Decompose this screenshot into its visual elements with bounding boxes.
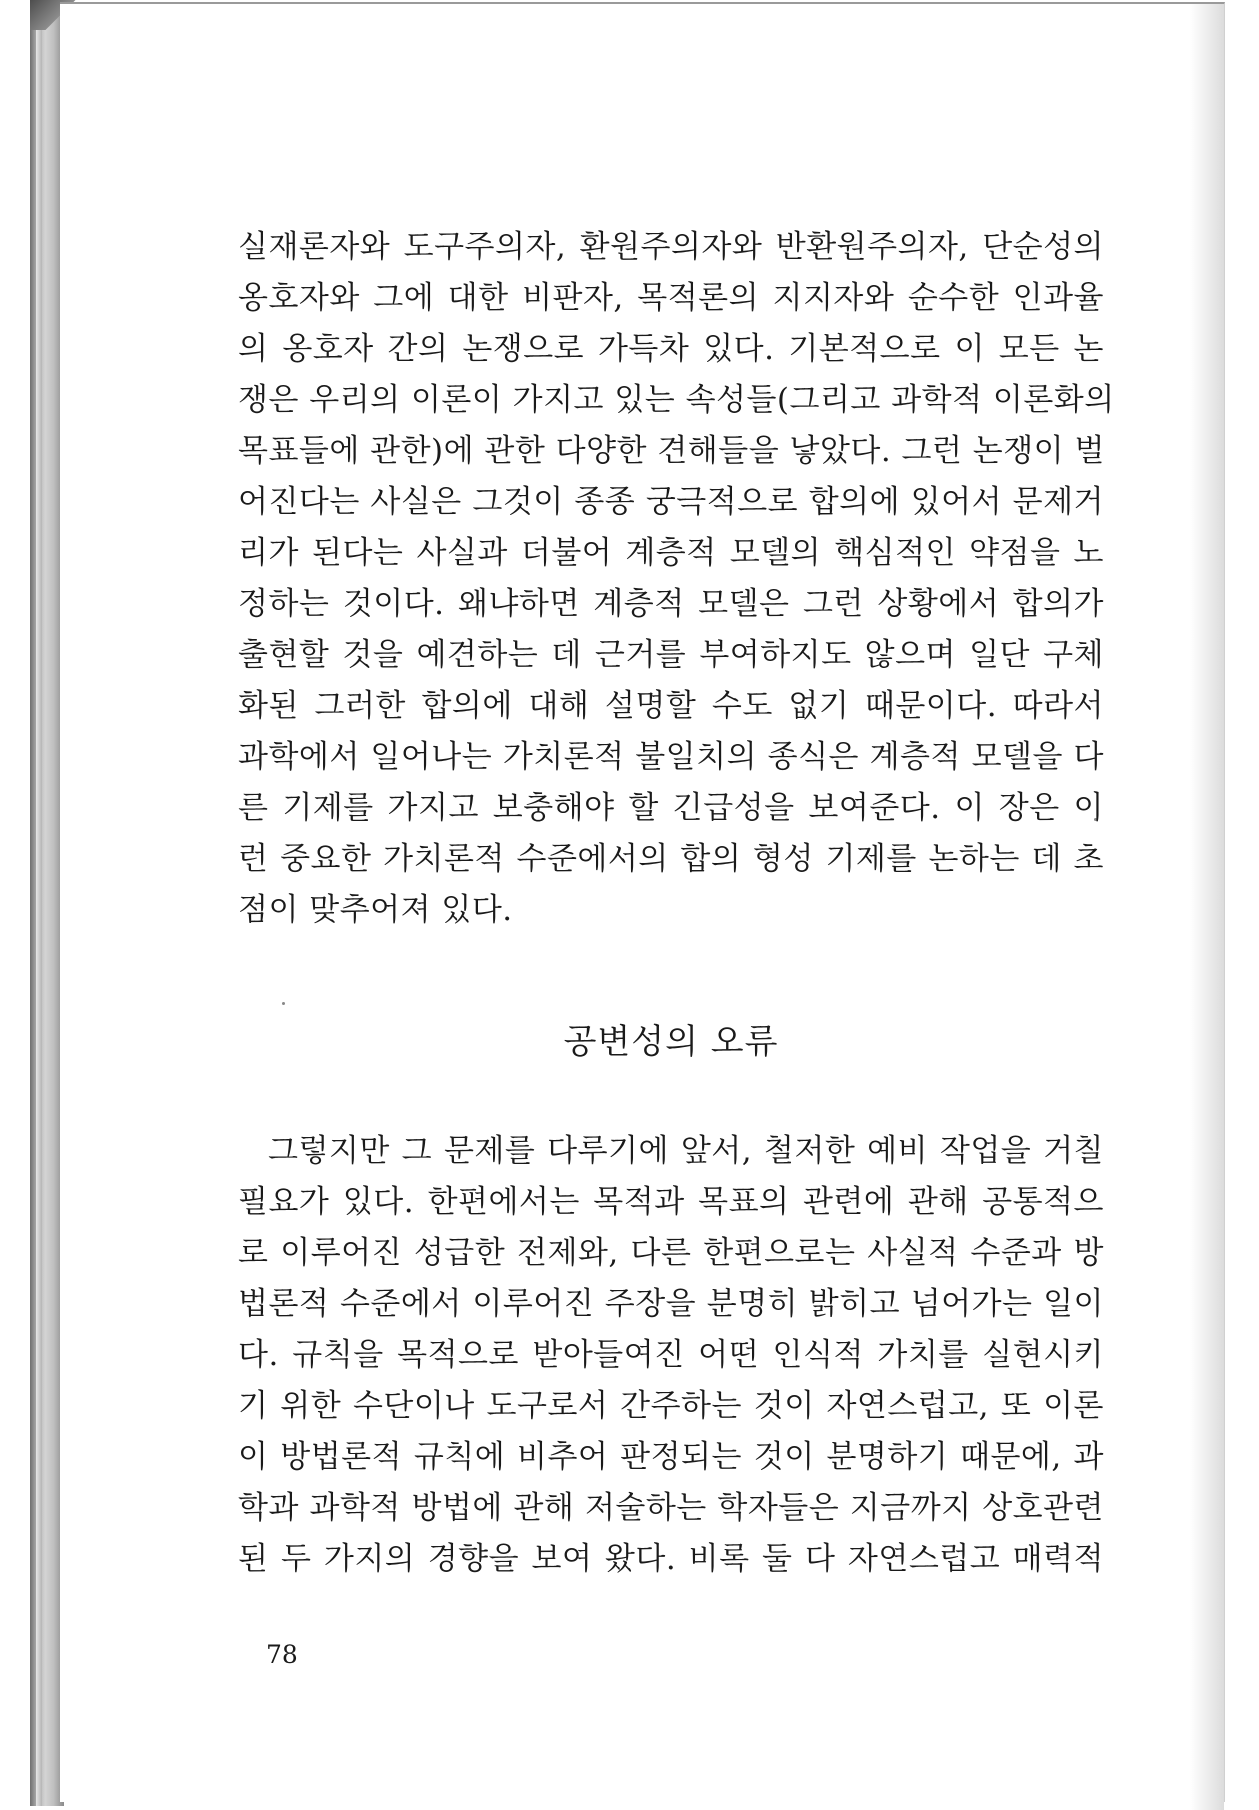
page-number: 78 — [266, 1640, 298, 1669]
text-line: 다. 규칙을 목적으로 받아들여진 어떤 인식적 가치를 실현시키 — [238, 1337, 1104, 1373]
book-page-stack-highlight — [36, 0, 42, 1806]
text-line: 실재론자와 도구주의자, 환원주의자와 반환원주의자, 단순성의 — [238, 229, 1104, 265]
text-line: 목표들에 관한)에 관한 다양한 견해들을 낳았다. 그런 논쟁이 벌 — [238, 433, 1105, 469]
text-line: 런 중요한 가치론적 수준에서의 합의 형성 기제를 논하는 데 초 — [238, 841, 1104, 877]
text-line: 기 위한 수단이나 도구로서 간주하는 것이 자연스럽고, 또 이론 — [238, 1388, 1104, 1424]
text-line: 된 두 가지의 경향을 보여 왔다. 비록 둘 다 자연스럽고 매력적 — [238, 1541, 1104, 1577]
body-paragraph-2 — [238, 1126, 1104, 1585]
text-line: 른 기제를 가지고 보충해야 할 긴급성을 보여준다. 이 장은 이 — [238, 790, 1104, 826]
text-line: 출현할 것을 예견하는 데 근거를 부여하지도 않으며 일단 구체 — [238, 637, 1104, 673]
text-line: 필요가 있다. 한편에서는 목적과 목표의 관련에 관해 공통적으 — [238, 1184, 1104, 1220]
text-line: 학과 과학적 방법에 관해 저술하는 학자들은 지금까지 상호관련 — [238, 1490, 1104, 1526]
text-line: 정하는 것이다. 왜냐하면 계층적 모델은 그런 상황에서 합의가 — [238, 586, 1104, 622]
print-speck — [282, 1002, 285, 1005]
text-line: 옹호자와 그에 대한 비판자, 목적론의 지지자와 순수한 인과율 — [238, 280, 1104, 316]
text-line: 법론적 수준에서 이루어진 주장을 분명히 밝히고 넘어가는 일이 — [238, 1286, 1104, 1322]
body-paragraph-1 — [238, 222, 1115, 936]
section-heading: 공변성의 오류 — [563, 1022, 779, 1062]
text-line: 리가 된다는 사실과 더불어 계층적 모델의 핵심적인 약점을 노 — [238, 535, 1104, 571]
text-line: 로 이루어진 성급한 전제와, 다른 한편으로는 사실적 수준과 방 — [238, 1235, 1104, 1271]
page-gutter-shadow — [1190, 4, 1224, 1810]
text-line: 쟁은 우리의 이론이 가지고 있는 속성들(그리고 과학적 이론화의 — [238, 382, 1115, 418]
text-line: 그렇지만 그 문제를 다루기에 앞서, 철저한 예비 작업을 거칠 — [268, 1133, 1104, 1169]
text-line: 어진다는 사실은 그것이 종종 궁극적으로 합의에 있어서 문제거 — [238, 484, 1104, 520]
text-line: 이 방법론적 규칙에 비추어 판정되는 것이 분명하기 때문에, 과 — [238, 1439, 1104, 1475]
text-line: 화된 그러한 합의에 대해 설명할 수도 없기 때문이다. 따라서 — [238, 688, 1104, 724]
text-line: 과학에서 일어나는 가치론적 불일치의 종식은 계층적 모델을 다 — [238, 739, 1104, 775]
text-line: 점이 맞추어져 있다. — [238, 892, 513, 928]
text-line: 의 옹호자 간의 논쟁으로 가득차 있다. 기본적으로 이 모든 논 — [238, 331, 1104, 367]
